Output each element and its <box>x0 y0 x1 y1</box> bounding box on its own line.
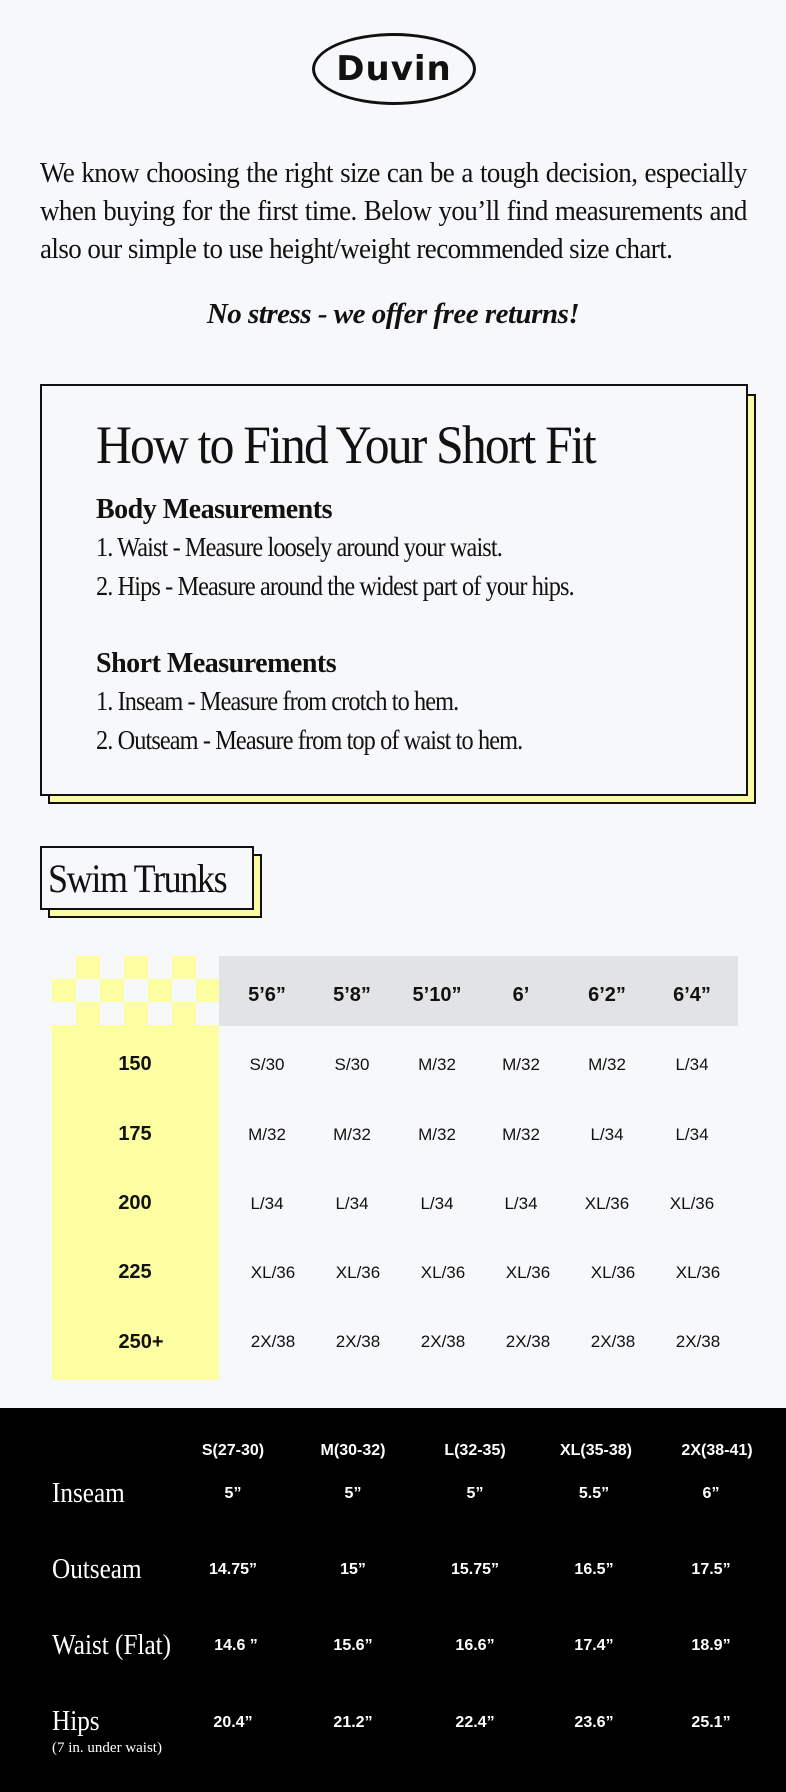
height-header: 5’10” <box>412 984 462 1006</box>
body-measurement-item: 1. Waist - Measure loosely around your waist. <box>96 532 502 562</box>
weight-label: 250+ <box>118 1331 164 1353</box>
swim-trunks-label <box>40 846 254 910</box>
size-column-header: L(32-35) <box>444 1442 506 1459</box>
measurement-label: Inseam <box>52 1478 125 1509</box>
measurement-value: 6” <box>702 1485 720 1502</box>
measurement-value: 5.5” <box>578 1485 610 1502</box>
size-cell: L/34 <box>250 1194 284 1213</box>
measurements-table <box>0 1408 786 1792</box>
measurement-value: 16.6” <box>455 1637 495 1654</box>
body-measurements-heading: Body Measurements <box>96 494 332 525</box>
measurement-value: 16.5” <box>574 1561 614 1578</box>
size-column-header: XL(35-38) <box>559 1442 633 1459</box>
size-cell: M/32 <box>248 1125 286 1144</box>
size-cell: 2X/38 <box>505 1332 551 1351</box>
size-cell: 2X/38 <box>335 1332 381 1351</box>
swim-trunks-title: Swim Trunks <box>48 855 227 901</box>
size-cell: M/32 <box>333 1125 371 1144</box>
measurement-value: 5” <box>344 1485 362 1502</box>
short-measurement-item: 1. Inseam - Measure from crotch to hem. <box>96 686 459 716</box>
measurement-value: 14.75” <box>208 1561 258 1578</box>
measurement-value: 21.2” <box>333 1714 373 1731</box>
height-header: 6’2” <box>588 984 626 1006</box>
measurement-value: 18.9” <box>691 1637 731 1654</box>
measurement-value: 17.5” <box>691 1561 731 1578</box>
size-cell: 2X/38 <box>420 1332 466 1351</box>
height-header-band <box>219 956 738 1026</box>
size-cell: M/32 <box>418 1125 456 1144</box>
weight-label: 175 <box>118 1123 152 1145</box>
size-cell: XL/36 <box>675 1263 721 1282</box>
size-column-header: S(27-30) <box>201 1442 265 1459</box>
weight-label: 150 <box>118 1053 152 1075</box>
weight-label: 225 <box>118 1261 152 1283</box>
measurement-label: Outseam <box>52 1554 142 1585</box>
measurement-value: 15.6” <box>333 1637 373 1654</box>
size-cell: XL/36 <box>669 1194 715 1213</box>
size-cell: XL/36 <box>420 1263 466 1282</box>
size-cell: 2X/38 <box>250 1332 296 1351</box>
measurement-value: 25.1” <box>691 1714 731 1731</box>
measurement-label: Waist (Flat) <box>52 1630 172 1661</box>
measurement-value: 22.4” <box>455 1714 495 1731</box>
fit-guide-card <box>40 384 748 796</box>
weight-label: 200 <box>118 1192 152 1214</box>
measurement-value: 17.4” <box>574 1637 614 1654</box>
size-cell: M/32 <box>588 1055 626 1074</box>
size-cell: M/32 <box>418 1055 456 1074</box>
height-header: 6’4” <box>673 984 711 1006</box>
size-cell: L/34 <box>675 1125 709 1144</box>
measurement-value: 14.6 ” <box>214 1637 258 1654</box>
fit-guide-title: How to Find Your Short Fit <box>96 415 595 475</box>
size-cell: XL/36 <box>335 1263 381 1282</box>
size-cell: L/34 <box>590 1125 624 1144</box>
size-cell: 2X/38 <box>590 1332 636 1351</box>
short-measurements-heading: Short Measurements <box>96 648 337 679</box>
checker-pattern <box>52 956 219 1032</box>
body-measurement-item: 2. Hips - Measure around the widest part of your hips. <box>96 571 574 601</box>
size-cell: M/32 <box>502 1055 540 1074</box>
measurement-value: 20.4” <box>213 1714 253 1731</box>
size-cell: XL/36 <box>505 1263 551 1282</box>
measurement-label: Hips <box>52 1706 100 1737</box>
measurement-value: 5” <box>224 1485 242 1502</box>
size-cell: L/34 <box>335 1194 369 1213</box>
size-column-header: 2X(38-41) <box>681 1442 753 1459</box>
size-cell: L/34 <box>420 1194 454 1213</box>
size-cell: S/30 <box>334 1055 370 1074</box>
intro-paragraph: We know choosing the right size can be a tough decision, especially when buying for the first time. Below you’ll find measurements and also our simple to use height/weight recommended size chart. <box>40 157 747 265</box>
measurement-sublabel: (7 in. under waist) <box>52 1740 162 1756</box>
measurement-value: 15.75” <box>450 1561 500 1578</box>
free-returns-tagline: No stress - we offer free returns! <box>206 298 580 330</box>
size-cell: S/30 <box>249 1055 285 1074</box>
height-header: 5’6” <box>248 984 286 1006</box>
size-cell: XL/36 <box>250 1263 296 1282</box>
measurement-value: 5” <box>466 1485 484 1502</box>
measurement-value: 23.6” <box>574 1714 614 1731</box>
size-cell: 2X/38 <box>675 1332 721 1351</box>
height-header: 5’8” <box>333 984 371 1006</box>
height-header: 6’ <box>512 984 530 1006</box>
size-column-header: M(30-32) <box>320 1442 386 1459</box>
short-measurement-item: 2. Outseam - Measure from top of waist to hem. <box>96 725 523 755</box>
measurement-value: 15” <box>340 1561 366 1578</box>
size-cell: M/32 <box>502 1125 540 1144</box>
size-cell: L/34 <box>504 1194 538 1213</box>
size-cell: XL/36 <box>584 1194 630 1213</box>
size-cell: XL/36 <box>590 1263 636 1282</box>
brand-logo: Duvin <box>312 33 476 105</box>
size-cell: L/34 <box>675 1055 709 1074</box>
